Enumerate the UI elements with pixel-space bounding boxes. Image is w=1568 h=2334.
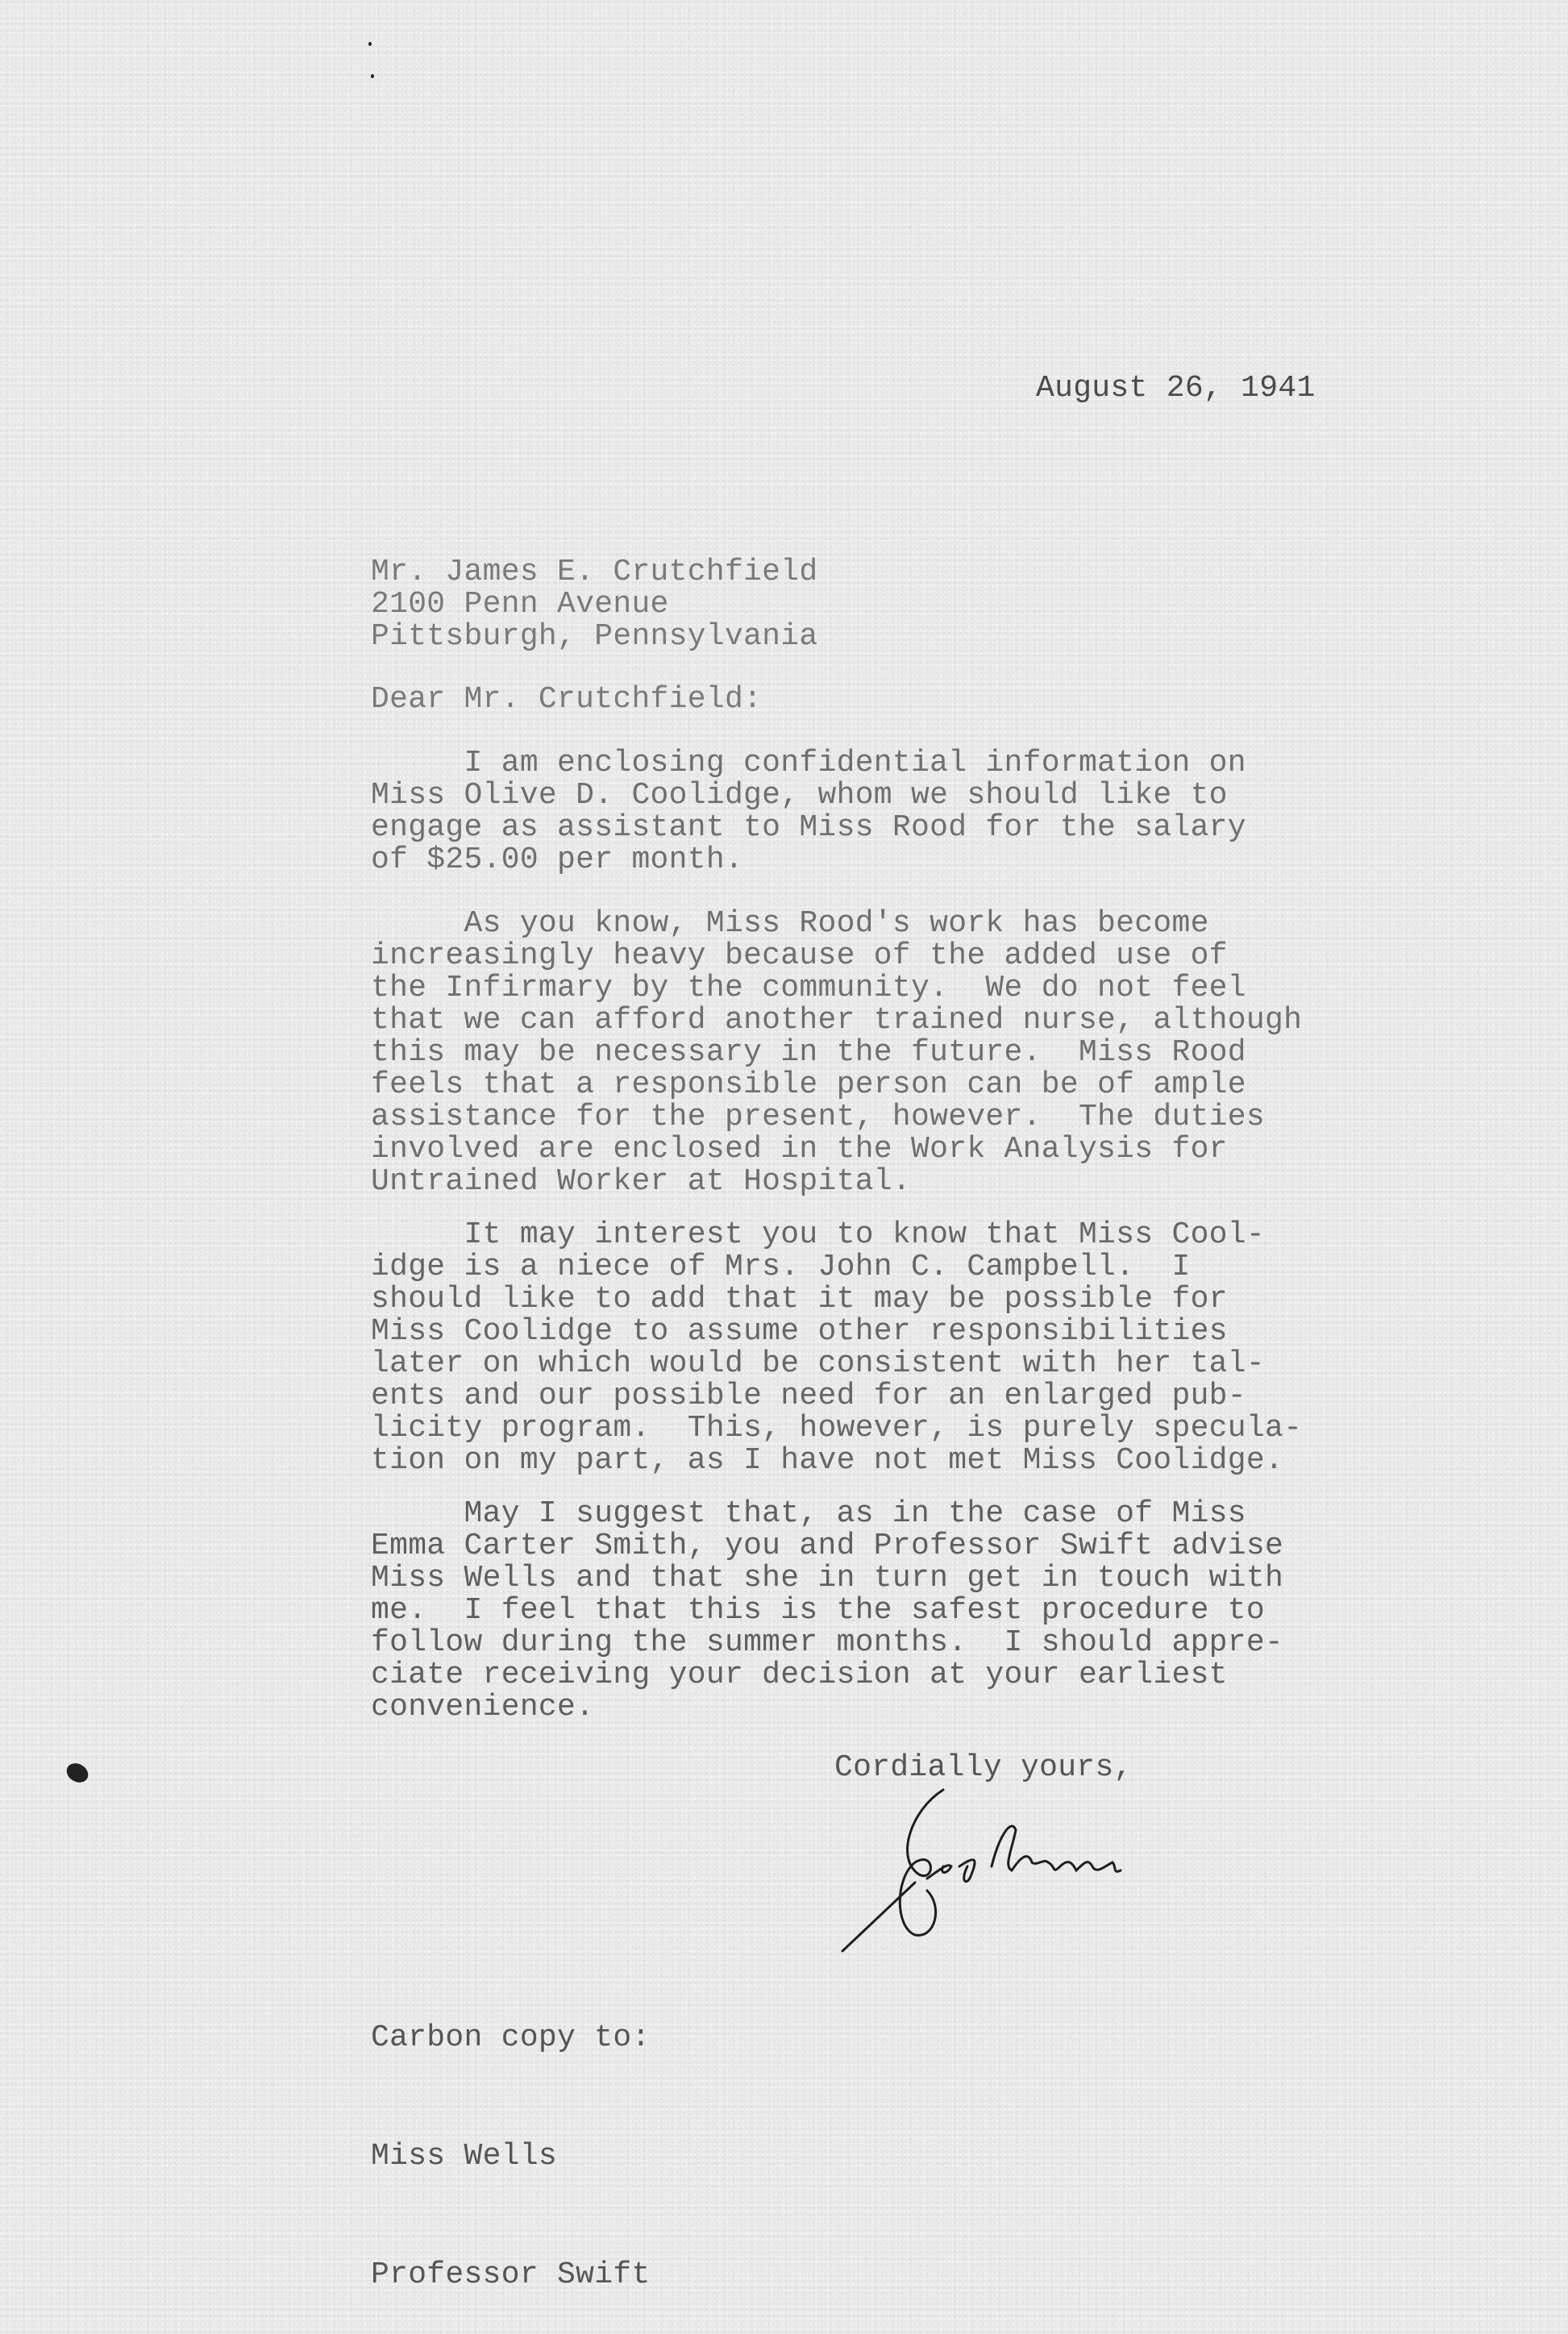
text-line: this may be necessary in the future. Miss Rood	[371, 1035, 1246, 1070]
text-line: ciate receiving your decision at your earliest	[371, 1658, 1228, 1692]
text-line: Miss Olive D. Coolidge, whom we should like to	[371, 778, 1228, 813]
paragraph-1	[371, 747, 1246, 876]
text-line: assistance for the present, however. The duties	[371, 1100, 1265, 1134]
text-line: As you know, Miss Rood's work has become	[371, 906, 1209, 941]
text-line: Mr. James E. Crutchfield	[371, 555, 818, 589]
text-line: engage as assistant to Miss Rood for the salary	[371, 810, 1246, 845]
carbon-copy-list	[371, 1939, 651, 2334]
paragraph-2	[371, 908, 1302, 1198]
paragraph-4	[371, 1498, 1283, 1724]
ink-speck	[368, 42, 372, 46]
paragraph-3	[371, 1219, 1302, 1477]
text-line: later on which would be consistent with her tal-	[371, 1346, 1265, 1381]
text-line: Miss Coolidge to assume other responsibilities	[371, 1314, 1228, 1349]
handwritten-signature	[838, 1786, 1161, 1955]
text-line: increasingly heavy because of the added use of	[371, 938, 1228, 973]
text-line: that we can afford another trained nurse, although	[371, 1003, 1303, 1038]
text-line: 2100 Penn Avenue	[371, 587, 669, 622]
text-line: Untrained Worker at Hospital.	[371, 1164, 912, 1199]
text-line: licity program. This, however, is purely specula-	[371, 1411, 1303, 1446]
carbon-copy-recipient: Professor Swift	[371, 2257, 651, 2292]
text-line: convenience.	[371, 1690, 595, 1724]
text-line: idge is a niece of Mrs. John C. Campbell. I	[371, 1250, 1191, 1284]
text-line: Pittsburgh, Pennsylvania	[371, 619, 818, 654]
closing: Cordially yours,	[834, 1750, 1133, 1785]
text-line: I am enclosing confidential information on	[371, 746, 1246, 780]
carbon-copy-label: Carbon copy to:	[371, 2020, 651, 2055]
text-line: Miss Wells and that she in turn get in touch with	[371, 1561, 1284, 1596]
text-line: the Infirmary by the community. We do not feel	[371, 971, 1246, 1005]
text-line: involved are enclosed in the Work Analysis for	[371, 1132, 1228, 1167]
text-line: ents and our possible need for an enlarged pub-	[371, 1379, 1246, 1413]
text-line: feels that a responsible person can be of ample	[371, 1067, 1246, 1102]
recipient-address	[371, 556, 818, 653]
text-line: Emma Carter Smith, you and Professor Swift advise	[371, 1529, 1284, 1563]
letter-date: August 26, 1941	[1036, 371, 1316, 406]
text-line: follow during the summer months. I should appre-	[371, 1625, 1284, 1660]
text-line: should like to add that it may be possible for	[371, 1282, 1228, 1317]
text-line: May I suggest that, as in the case of Miss	[371, 1496, 1246, 1531]
ink-speck	[371, 74, 374, 78]
text-line: It may interest you to know that Miss Cool-	[371, 1217, 1265, 1252]
carbon-copy-recipient: Miss Wells	[371, 2139, 558, 2174]
salutation: Dear Mr. Crutchfield:	[371, 682, 763, 717]
text-line: of $25.00 per month.	[371, 842, 744, 877]
ink-blot	[63, 1759, 91, 1786]
text-line: me. I feel that this is the safest procedure to	[371, 1593, 1265, 1628]
text-line: tion on my part, as I have not met Miss Coolidge.	[371, 1443, 1284, 1478]
